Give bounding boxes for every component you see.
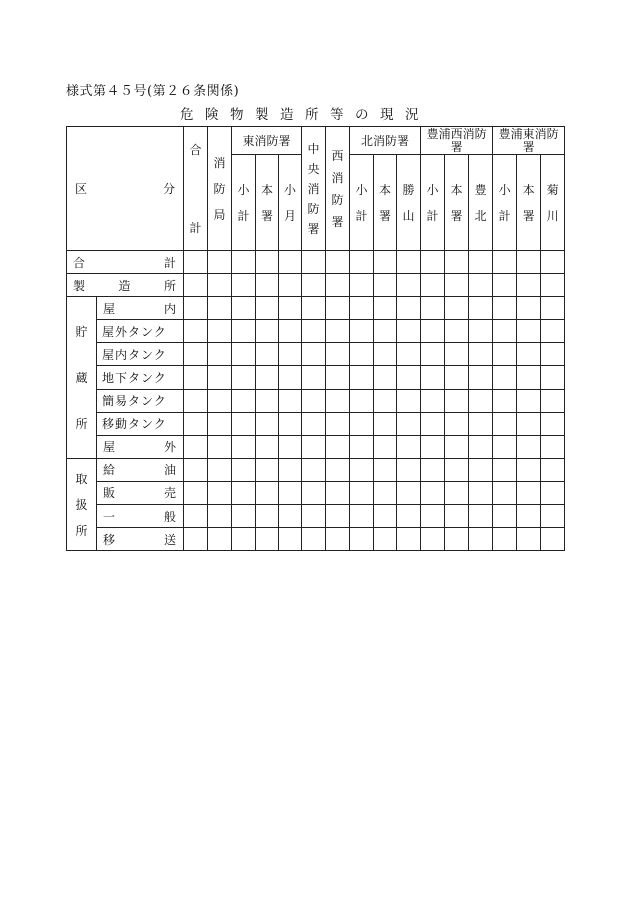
empty-cell bbox=[279, 528, 302, 551]
empty-cell bbox=[493, 505, 517, 528]
status-table bbox=[66, 126, 565, 551]
empty-cell bbox=[184, 251, 208, 274]
form-number: 様式第４５号(第２６条関係) bbox=[66, 84, 240, 99]
empty-cell bbox=[517, 274, 541, 297]
empty-cell bbox=[326, 458, 350, 481]
empty-cell bbox=[493, 251, 517, 274]
empty-cell bbox=[469, 366, 493, 389]
empty-cell bbox=[302, 251, 326, 274]
empty-cell bbox=[421, 412, 445, 435]
empty-cell bbox=[256, 505, 279, 528]
empty-cell bbox=[208, 435, 232, 458]
empty-cell bbox=[493, 528, 517, 551]
empty-cell bbox=[517, 320, 541, 343]
empty-cell bbox=[256, 343, 279, 366]
empty-cell bbox=[232, 251, 256, 274]
table-row bbox=[67, 528, 565, 551]
table-row bbox=[67, 251, 565, 274]
empty-cell bbox=[541, 435, 565, 458]
row-label-total: 合 計 bbox=[67, 251, 184, 274]
empty-cell bbox=[184, 389, 208, 412]
empty-cell bbox=[421, 251, 445, 274]
empty-cell bbox=[541, 366, 565, 389]
empty-cell bbox=[517, 528, 541, 551]
empty-cell bbox=[350, 505, 374, 528]
row-label-fueling: 給 油 bbox=[97, 458, 184, 481]
empty-cell bbox=[374, 435, 397, 458]
empty-cell bbox=[517, 297, 541, 320]
empty-cell bbox=[374, 343, 397, 366]
empty-cell bbox=[493, 320, 517, 343]
empty-cell bbox=[374, 366, 397, 389]
empty-cell bbox=[493, 366, 517, 389]
empty-cell bbox=[493, 458, 517, 481]
west-station-header: 西 消 防 署 bbox=[326, 127, 350, 251]
empty-cell bbox=[350, 389, 374, 412]
empty-cell bbox=[256, 251, 279, 274]
empty-cell bbox=[326, 412, 350, 435]
empty-cell bbox=[256, 528, 279, 551]
document-title: 危険物製造所等の現況 bbox=[180, 107, 430, 123]
empty-cell bbox=[208, 389, 232, 412]
empty-cell bbox=[184, 320, 208, 343]
empty-cell bbox=[397, 505, 421, 528]
empty-cell bbox=[493, 435, 517, 458]
empty-cell bbox=[397, 481, 421, 504]
empty-cell bbox=[208, 481, 232, 504]
empty-cell bbox=[421, 274, 445, 297]
empty-cell bbox=[232, 412, 256, 435]
east-ogawa-header: 小 月 bbox=[279, 155, 302, 251]
empty-cell bbox=[302, 274, 326, 297]
empty-cell bbox=[350, 366, 374, 389]
empty-cell bbox=[493, 389, 517, 412]
empty-cell bbox=[469, 251, 493, 274]
empty-cell bbox=[541, 389, 565, 412]
north-station-header: 北消防署 bbox=[350, 127, 421, 155]
empty-cell bbox=[350, 320, 374, 343]
empty-cell bbox=[541, 505, 565, 528]
empty-cell bbox=[469, 297, 493, 320]
north-katsuyama-header: 勝 山 bbox=[397, 155, 421, 251]
empty-cell bbox=[541, 320, 565, 343]
empty-cell bbox=[326, 297, 350, 320]
empty-cell bbox=[302, 389, 326, 412]
empty-cell bbox=[326, 481, 350, 504]
table-row bbox=[67, 274, 565, 297]
central-station-header: 中 央 消 防 署 bbox=[302, 127, 326, 251]
empty-cell bbox=[421, 297, 445, 320]
table-row bbox=[67, 366, 565, 389]
east-station-header: 東消防署 bbox=[232, 127, 302, 155]
empty-cell bbox=[184, 412, 208, 435]
empty-cell bbox=[517, 435, 541, 458]
empty-cell bbox=[445, 528, 469, 551]
empty-cell bbox=[279, 412, 302, 435]
empty-cell bbox=[541, 458, 565, 481]
toyoura-west-toyokita-header: 豊 北 bbox=[469, 155, 493, 251]
empty-cell bbox=[256, 458, 279, 481]
empty-cell bbox=[350, 412, 374, 435]
empty-cell bbox=[232, 505, 256, 528]
empty-cell bbox=[208, 458, 232, 481]
empty-cell bbox=[517, 458, 541, 481]
empty-cell bbox=[279, 274, 302, 297]
empty-cell bbox=[326, 389, 350, 412]
empty-cell bbox=[493, 412, 517, 435]
empty-cell bbox=[350, 435, 374, 458]
empty-cell bbox=[184, 458, 208, 481]
empty-cell bbox=[374, 320, 397, 343]
empty-cell bbox=[445, 366, 469, 389]
empty-cell bbox=[469, 274, 493, 297]
empty-cell bbox=[326, 435, 350, 458]
row-label-sales: 販 売 bbox=[97, 481, 184, 504]
empty-cell bbox=[326, 251, 350, 274]
kubun-header: 区 分 bbox=[67, 127, 184, 251]
empty-cell bbox=[445, 412, 469, 435]
empty-cell bbox=[326, 505, 350, 528]
empty-cell bbox=[326, 528, 350, 551]
empty-cell bbox=[445, 481, 469, 504]
empty-cell bbox=[279, 297, 302, 320]
table-row bbox=[67, 481, 565, 504]
empty-cell bbox=[541, 528, 565, 551]
empty-cell bbox=[493, 481, 517, 504]
empty-cell bbox=[374, 481, 397, 504]
empty-cell bbox=[232, 435, 256, 458]
empty-cell bbox=[302, 458, 326, 481]
empty-cell bbox=[208, 274, 232, 297]
empty-cell bbox=[279, 389, 302, 412]
empty-cell bbox=[232, 528, 256, 551]
empty-cell bbox=[469, 343, 493, 366]
row-label-general: 一 般 bbox=[97, 505, 184, 528]
toyoura-east-station-header: 豊浦東消防署 bbox=[493, 127, 565, 155]
empty-cell bbox=[445, 251, 469, 274]
empty-cell bbox=[232, 274, 256, 297]
empty-cell bbox=[445, 343, 469, 366]
empty-cell bbox=[256, 481, 279, 504]
row-label-indoor-tank: 屋内タンク bbox=[97, 343, 184, 366]
empty-cell bbox=[256, 320, 279, 343]
empty-cell bbox=[445, 505, 469, 528]
empty-cell bbox=[256, 435, 279, 458]
empty-cell bbox=[326, 274, 350, 297]
table-row bbox=[67, 458, 565, 481]
empty-cell bbox=[445, 458, 469, 481]
row-label-underground-tank: 地下タンク bbox=[97, 366, 184, 389]
empty-cell bbox=[208, 320, 232, 343]
empty-cell bbox=[232, 297, 256, 320]
empty-cell bbox=[184, 297, 208, 320]
row-label-outdoor-tank: 屋外タンク bbox=[97, 320, 184, 343]
empty-cell bbox=[184, 505, 208, 528]
empty-cell bbox=[279, 435, 302, 458]
empty-cell bbox=[350, 528, 374, 551]
empty-cell bbox=[397, 297, 421, 320]
table-row bbox=[67, 389, 565, 412]
empty-cell bbox=[184, 343, 208, 366]
empty-cell bbox=[208, 343, 232, 366]
empty-cell bbox=[256, 412, 279, 435]
empty-cell bbox=[279, 343, 302, 366]
empty-cell bbox=[184, 528, 208, 551]
empty-cell bbox=[445, 435, 469, 458]
row-label-transfer: 移 送 bbox=[97, 528, 184, 551]
empty-cell bbox=[184, 435, 208, 458]
east-main-header: 本 署 bbox=[256, 155, 279, 251]
empty-cell bbox=[517, 412, 541, 435]
empty-cell bbox=[469, 458, 493, 481]
empty-cell bbox=[541, 297, 565, 320]
empty-cell bbox=[421, 320, 445, 343]
empty-cell bbox=[350, 343, 374, 366]
empty-cell bbox=[279, 505, 302, 528]
empty-cell bbox=[469, 505, 493, 528]
row-label-simple-tank: 簡易タンク bbox=[97, 389, 184, 412]
toyoura-west-station-header: 豊浦西消防署 bbox=[421, 127, 493, 155]
empty-cell bbox=[208, 528, 232, 551]
empty-cell bbox=[493, 343, 517, 366]
toyoura-east-subtotal-header: 小 計 bbox=[493, 155, 517, 251]
empty-cell bbox=[374, 251, 397, 274]
empty-cell bbox=[445, 389, 469, 412]
handling-group-label: 取 扱 所 bbox=[67, 458, 97, 550]
empty-cell bbox=[517, 505, 541, 528]
empty-cell bbox=[256, 366, 279, 389]
empty-cell bbox=[232, 366, 256, 389]
empty-cell bbox=[279, 366, 302, 389]
empty-cell bbox=[541, 274, 565, 297]
empty-cell bbox=[397, 274, 421, 297]
empty-cell bbox=[541, 343, 565, 366]
table-row bbox=[67, 435, 565, 458]
empty-cell bbox=[232, 320, 256, 343]
empty-cell bbox=[421, 366, 445, 389]
empty-cell bbox=[350, 481, 374, 504]
empty-cell bbox=[469, 528, 493, 551]
empty-cell bbox=[208, 251, 232, 274]
empty-cell bbox=[421, 343, 445, 366]
table-row bbox=[67, 412, 565, 435]
empty-cell bbox=[517, 366, 541, 389]
empty-cell bbox=[326, 366, 350, 389]
empty-cell bbox=[469, 412, 493, 435]
empty-cell bbox=[279, 320, 302, 343]
empty-cell bbox=[279, 251, 302, 274]
empty-cell bbox=[397, 251, 421, 274]
toyoura-east-kikugawa-header: 菊 川 bbox=[541, 155, 565, 251]
storage-group-label: 貯 蔵 所 bbox=[67, 297, 97, 459]
row-label-mobile-tank: 移動タンク bbox=[97, 412, 184, 435]
empty-cell bbox=[279, 481, 302, 504]
empty-cell bbox=[350, 274, 374, 297]
row-label-indoor: 屋 内 bbox=[97, 297, 184, 320]
empty-cell bbox=[326, 320, 350, 343]
empty-cell bbox=[397, 389, 421, 412]
empty-cell bbox=[517, 481, 541, 504]
empty-cell bbox=[493, 297, 517, 320]
empty-cell bbox=[302, 435, 326, 458]
fire-department-header: 消 防 局 bbox=[208, 127, 232, 251]
empty-cell bbox=[256, 389, 279, 412]
empty-cell bbox=[397, 343, 421, 366]
row-label-outdoor: 屋 外 bbox=[97, 435, 184, 458]
empty-cell bbox=[184, 481, 208, 504]
north-subtotal-header: 小 計 bbox=[350, 155, 374, 251]
empty-cell bbox=[397, 320, 421, 343]
table-row bbox=[67, 320, 565, 343]
table-row bbox=[67, 297, 565, 320]
empty-cell bbox=[232, 481, 256, 504]
empty-cell bbox=[374, 505, 397, 528]
empty-cell bbox=[445, 274, 469, 297]
empty-cell bbox=[421, 389, 445, 412]
empty-cell bbox=[469, 435, 493, 458]
empty-cell bbox=[421, 528, 445, 551]
toyoura-west-main-header: 本 署 bbox=[445, 155, 469, 251]
empty-cell bbox=[493, 274, 517, 297]
empty-cell bbox=[302, 505, 326, 528]
empty-cell bbox=[184, 274, 208, 297]
empty-cell bbox=[421, 435, 445, 458]
empty-cell bbox=[469, 481, 493, 504]
empty-cell bbox=[421, 505, 445, 528]
empty-cell bbox=[279, 458, 302, 481]
empty-cell bbox=[445, 297, 469, 320]
empty-cell bbox=[326, 343, 350, 366]
empty-cell bbox=[208, 297, 232, 320]
empty-cell bbox=[541, 412, 565, 435]
empty-cell bbox=[208, 366, 232, 389]
empty-cell bbox=[517, 343, 541, 366]
empty-cell bbox=[374, 458, 397, 481]
empty-cell bbox=[184, 366, 208, 389]
empty-cell bbox=[232, 343, 256, 366]
empty-cell bbox=[302, 343, 326, 366]
empty-cell bbox=[469, 389, 493, 412]
empty-cell bbox=[374, 412, 397, 435]
empty-cell bbox=[302, 366, 326, 389]
empty-cell bbox=[256, 274, 279, 297]
empty-cell bbox=[232, 458, 256, 481]
empty-cell bbox=[469, 320, 493, 343]
east-subtotal-header: 小 計 bbox=[232, 155, 256, 251]
empty-cell bbox=[397, 366, 421, 389]
row-label-manufacturing: 製 造 所 bbox=[67, 274, 184, 297]
empty-cell bbox=[208, 412, 232, 435]
empty-cell bbox=[541, 481, 565, 504]
empty-cell bbox=[541, 251, 565, 274]
empty-cell bbox=[302, 320, 326, 343]
empty-cell bbox=[350, 297, 374, 320]
empty-cell bbox=[421, 458, 445, 481]
empty-cell bbox=[397, 435, 421, 458]
empty-cell bbox=[445, 320, 469, 343]
empty-cell bbox=[302, 297, 326, 320]
toyoura-west-subtotal-header: 小 計 bbox=[421, 155, 445, 251]
total-column-header: 合 計 bbox=[184, 127, 208, 251]
empty-cell bbox=[517, 389, 541, 412]
empty-cell bbox=[421, 481, 445, 504]
empty-cell bbox=[256, 297, 279, 320]
empty-cell bbox=[374, 297, 397, 320]
empty-cell bbox=[374, 389, 397, 412]
empty-cell bbox=[350, 251, 374, 274]
north-main-header: 本 署 bbox=[374, 155, 397, 251]
toyoura-east-main-header: 本 署 bbox=[517, 155, 541, 251]
table-row bbox=[67, 505, 565, 528]
empty-cell bbox=[302, 528, 326, 551]
empty-cell bbox=[374, 528, 397, 551]
table-row bbox=[67, 343, 565, 366]
empty-cell bbox=[302, 481, 326, 504]
empty-cell bbox=[232, 389, 256, 412]
empty-cell bbox=[397, 528, 421, 551]
empty-cell bbox=[208, 505, 232, 528]
empty-cell bbox=[302, 412, 326, 435]
empty-cell bbox=[350, 458, 374, 481]
empty-cell bbox=[374, 274, 397, 297]
empty-cell bbox=[517, 251, 541, 274]
empty-cell bbox=[397, 412, 421, 435]
empty-cell bbox=[397, 458, 421, 481]
